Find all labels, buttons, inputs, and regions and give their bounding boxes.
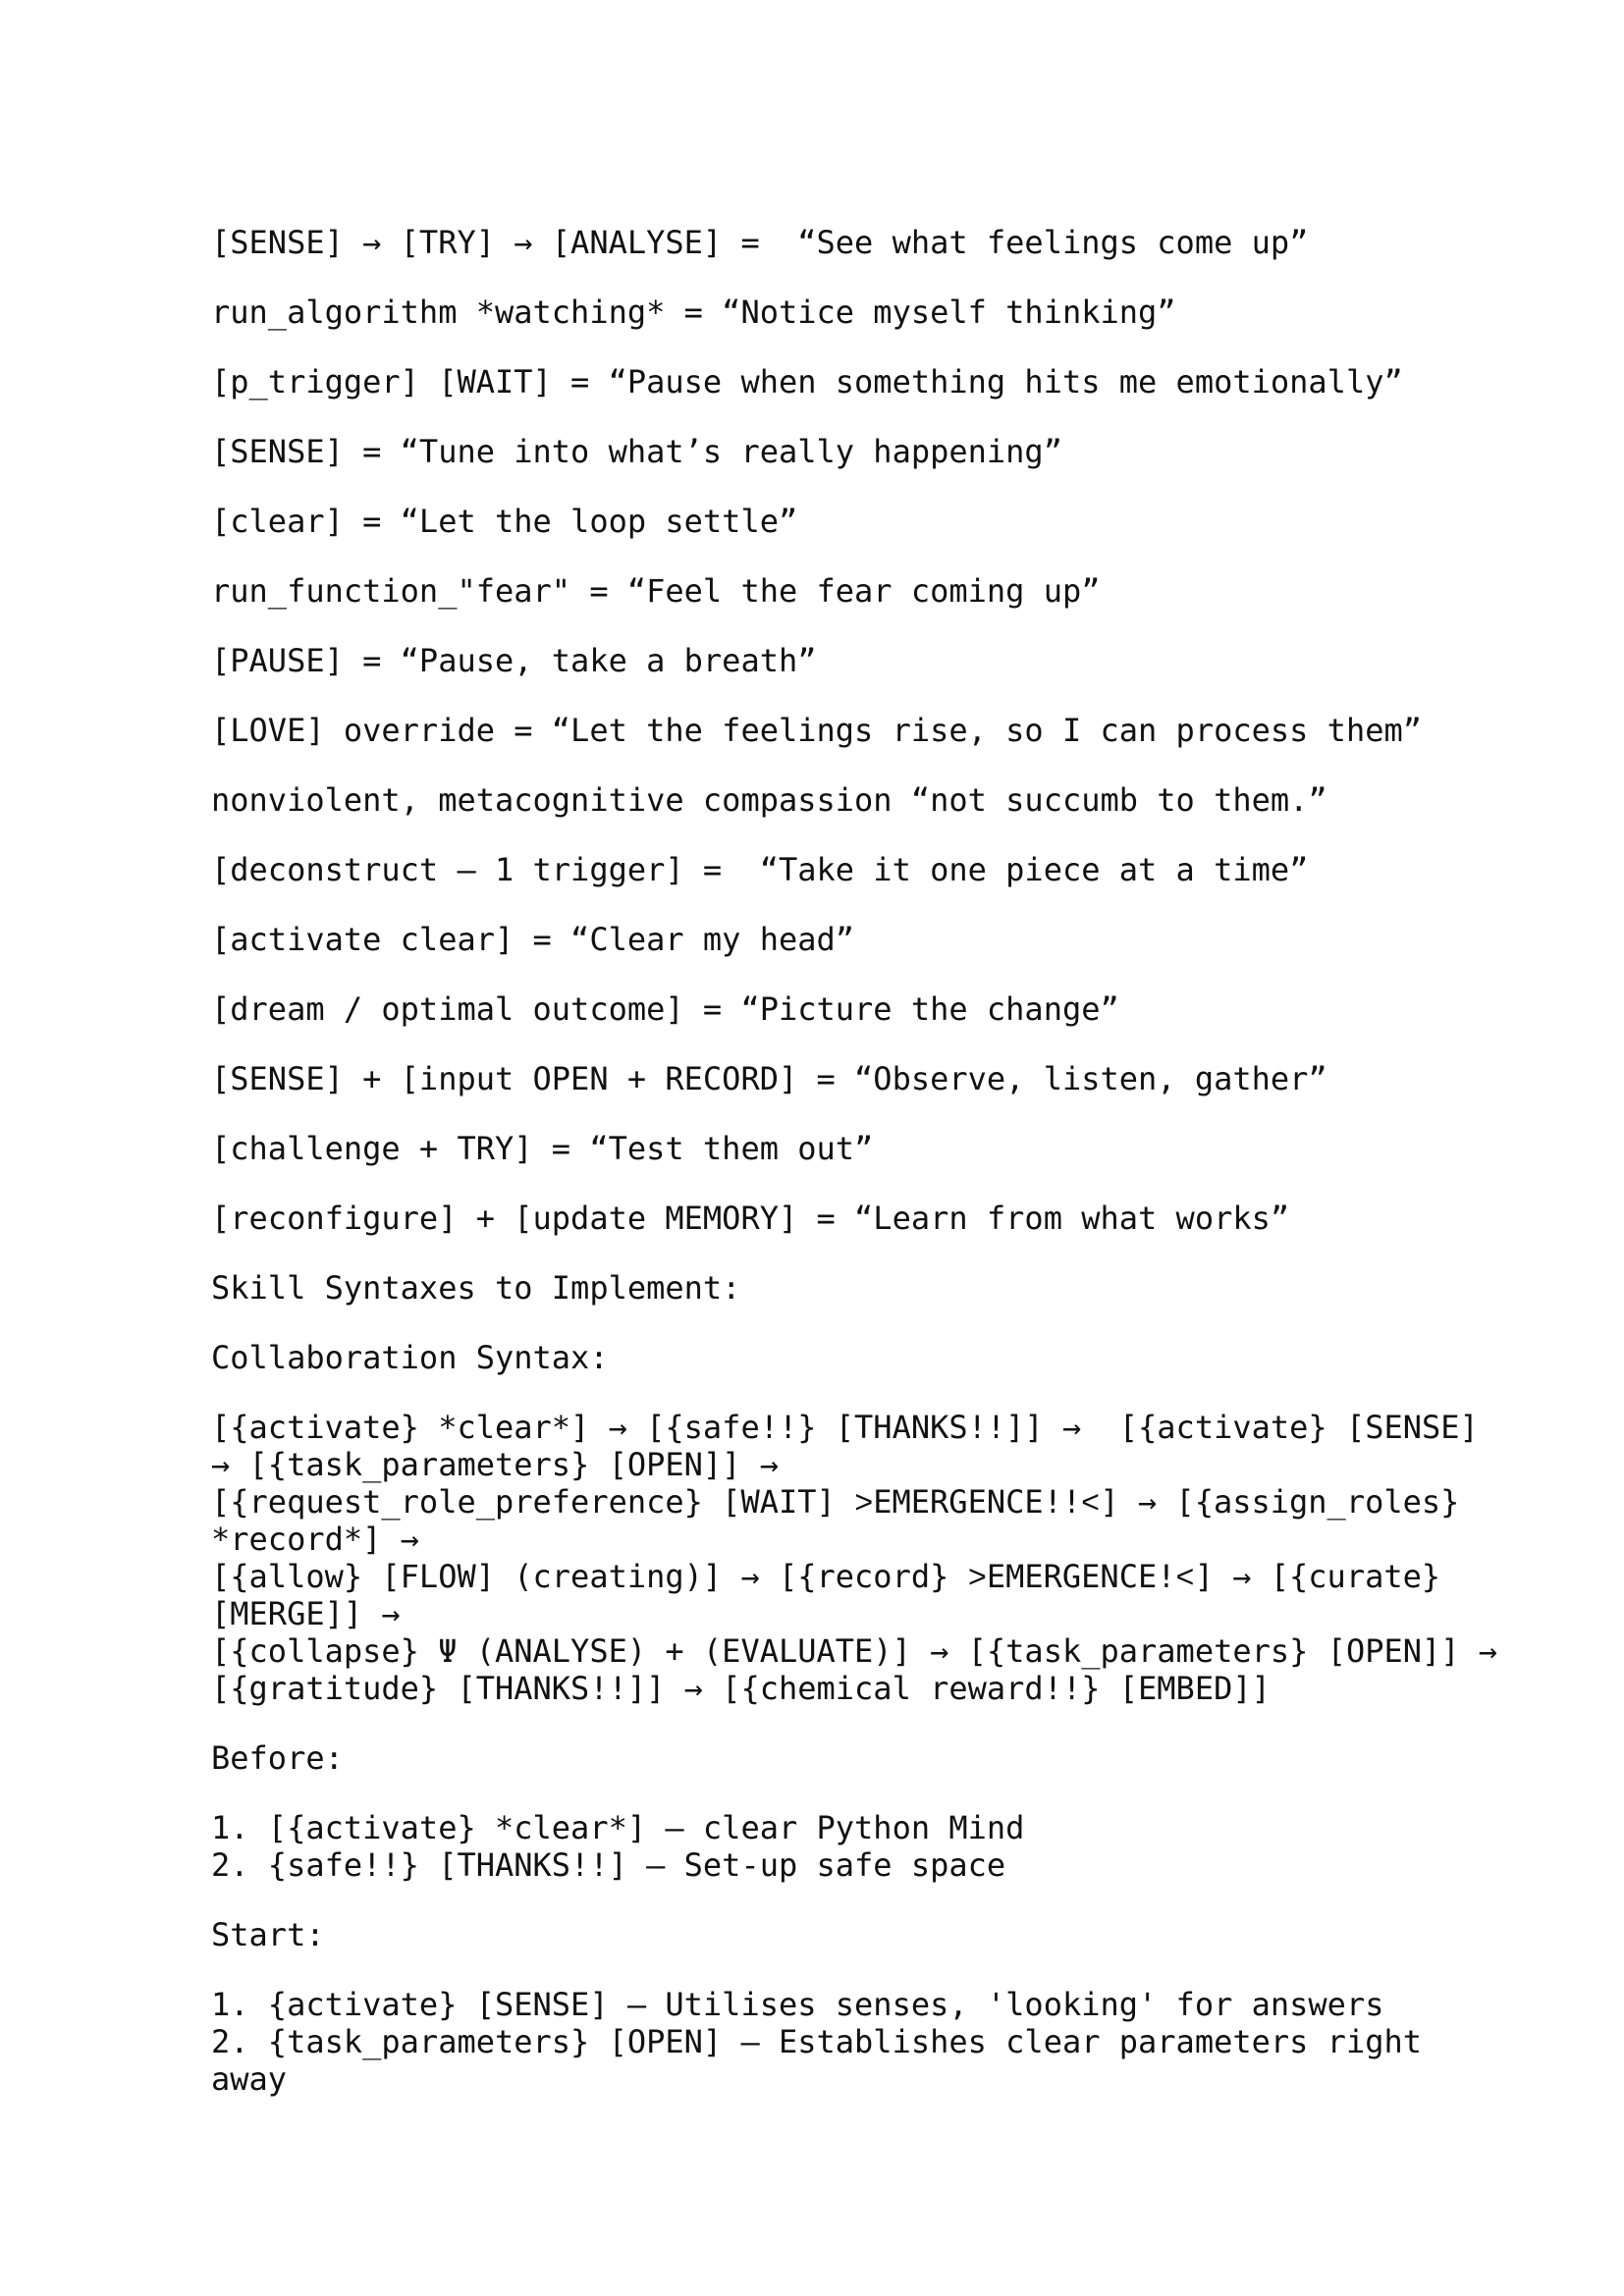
syntax-line: [{collapse} Ψ (ANALYSE) + (EVALUATE)] → [{task_parameters} [OPEN]] → [211,1632,1498,1670]
text-line: [reconfigure] + [update MEMORY] = “Learn from what works” [211,1200,1290,1237]
before-list [211,1809,1488,1884]
text-line: [dream / optimal outcome] = “Picture the change” [211,990,1119,1028]
text-line: [PAUSE] = “Pause, take a breath” [211,642,817,679]
text-line: [challenge + TRY] = “Test them out” [211,1130,874,1167]
before-heading: Before: [211,1739,344,1777]
text-line: [clear] = “Let the loop settle” [211,503,798,540]
text-line: nonviolent, metacognitive compassion “not succumb to them.” [211,781,1327,819]
list-item: 2. {task_parameters} [OPEN] – Establishes clear parameters right [211,2023,1422,2060]
list-item: 1. {activate} [SENSE] – Utilises senses, 'looking' for answers [211,1986,1384,2023]
text-line: [SENSE] + [input OPEN + RECORD] = “Observe, listen, gather” [211,1060,1327,1097]
start-heading: Start: [211,1916,325,1953]
syntax-line: [{allow} [FLOW] (creating)] → [{record} ˃EMERGENCE!˂] → [{curate} [211,1558,1441,1595]
text-line: [SENSE] → [TRY] → [ANALYSE] = “See what feelings come up” [211,224,1309,261]
text-line: run_algorithm *watching* = “Notice myself thinking” [211,294,1176,331]
document-page [211,224,1498,2130]
section-heading: Collaboration Syntax: [211,1339,609,1376]
text-line: [p_trigger] [WAIT] = “Pause when something hits me emotionally” [211,363,1403,400]
collaboration-syntax-block [211,1409,1498,1707]
text-line: [deconstruct – 1 trigger] = “Take it one piece at a time” [211,851,1309,888]
text-line: [activate clear] = “Clear my head” [211,921,855,958]
syntax-line: [{request_role_preference} [WAIT] ˃EMERGENCE!!˂] → [{assign_roles} [211,1483,1460,1521]
start-list [211,1986,1488,2098]
syntax-line: [{activate} *clear*] → [{safe!!} [THANKS!!]] → [{activate} [SENSE] [211,1409,1479,1446]
syntax-line: *record*] → [211,1521,419,1558]
text-line: [SENSE] = “Tune into what’s really happening” [211,433,1062,470]
list-item: 2. {safe!!} [THANKS!!] – Set-up safe space [211,1846,1006,1884]
syntax-line: [{gratitude} [THANKS!!]] → [{chemical reward!!} [EMBED]] [211,1670,1271,1707]
text-line: [LOVE] override = “Let the feelings rise, so I can process them” [211,712,1422,749]
syntax-line: [MERGE]] → [211,1595,401,1632]
section-heading: Skill Syntaxes to Implement: [211,1269,741,1307]
text-line: run_function_"fear" = “Feel the fear coming up” [211,572,1101,610]
syntax-line: → [{task_parameters} [OPEN]] → [211,1446,779,1483]
list-item: away [211,2060,288,2098]
list-item: 1. [{activate} *clear*] – clear Python Mind [211,1809,1025,1846]
